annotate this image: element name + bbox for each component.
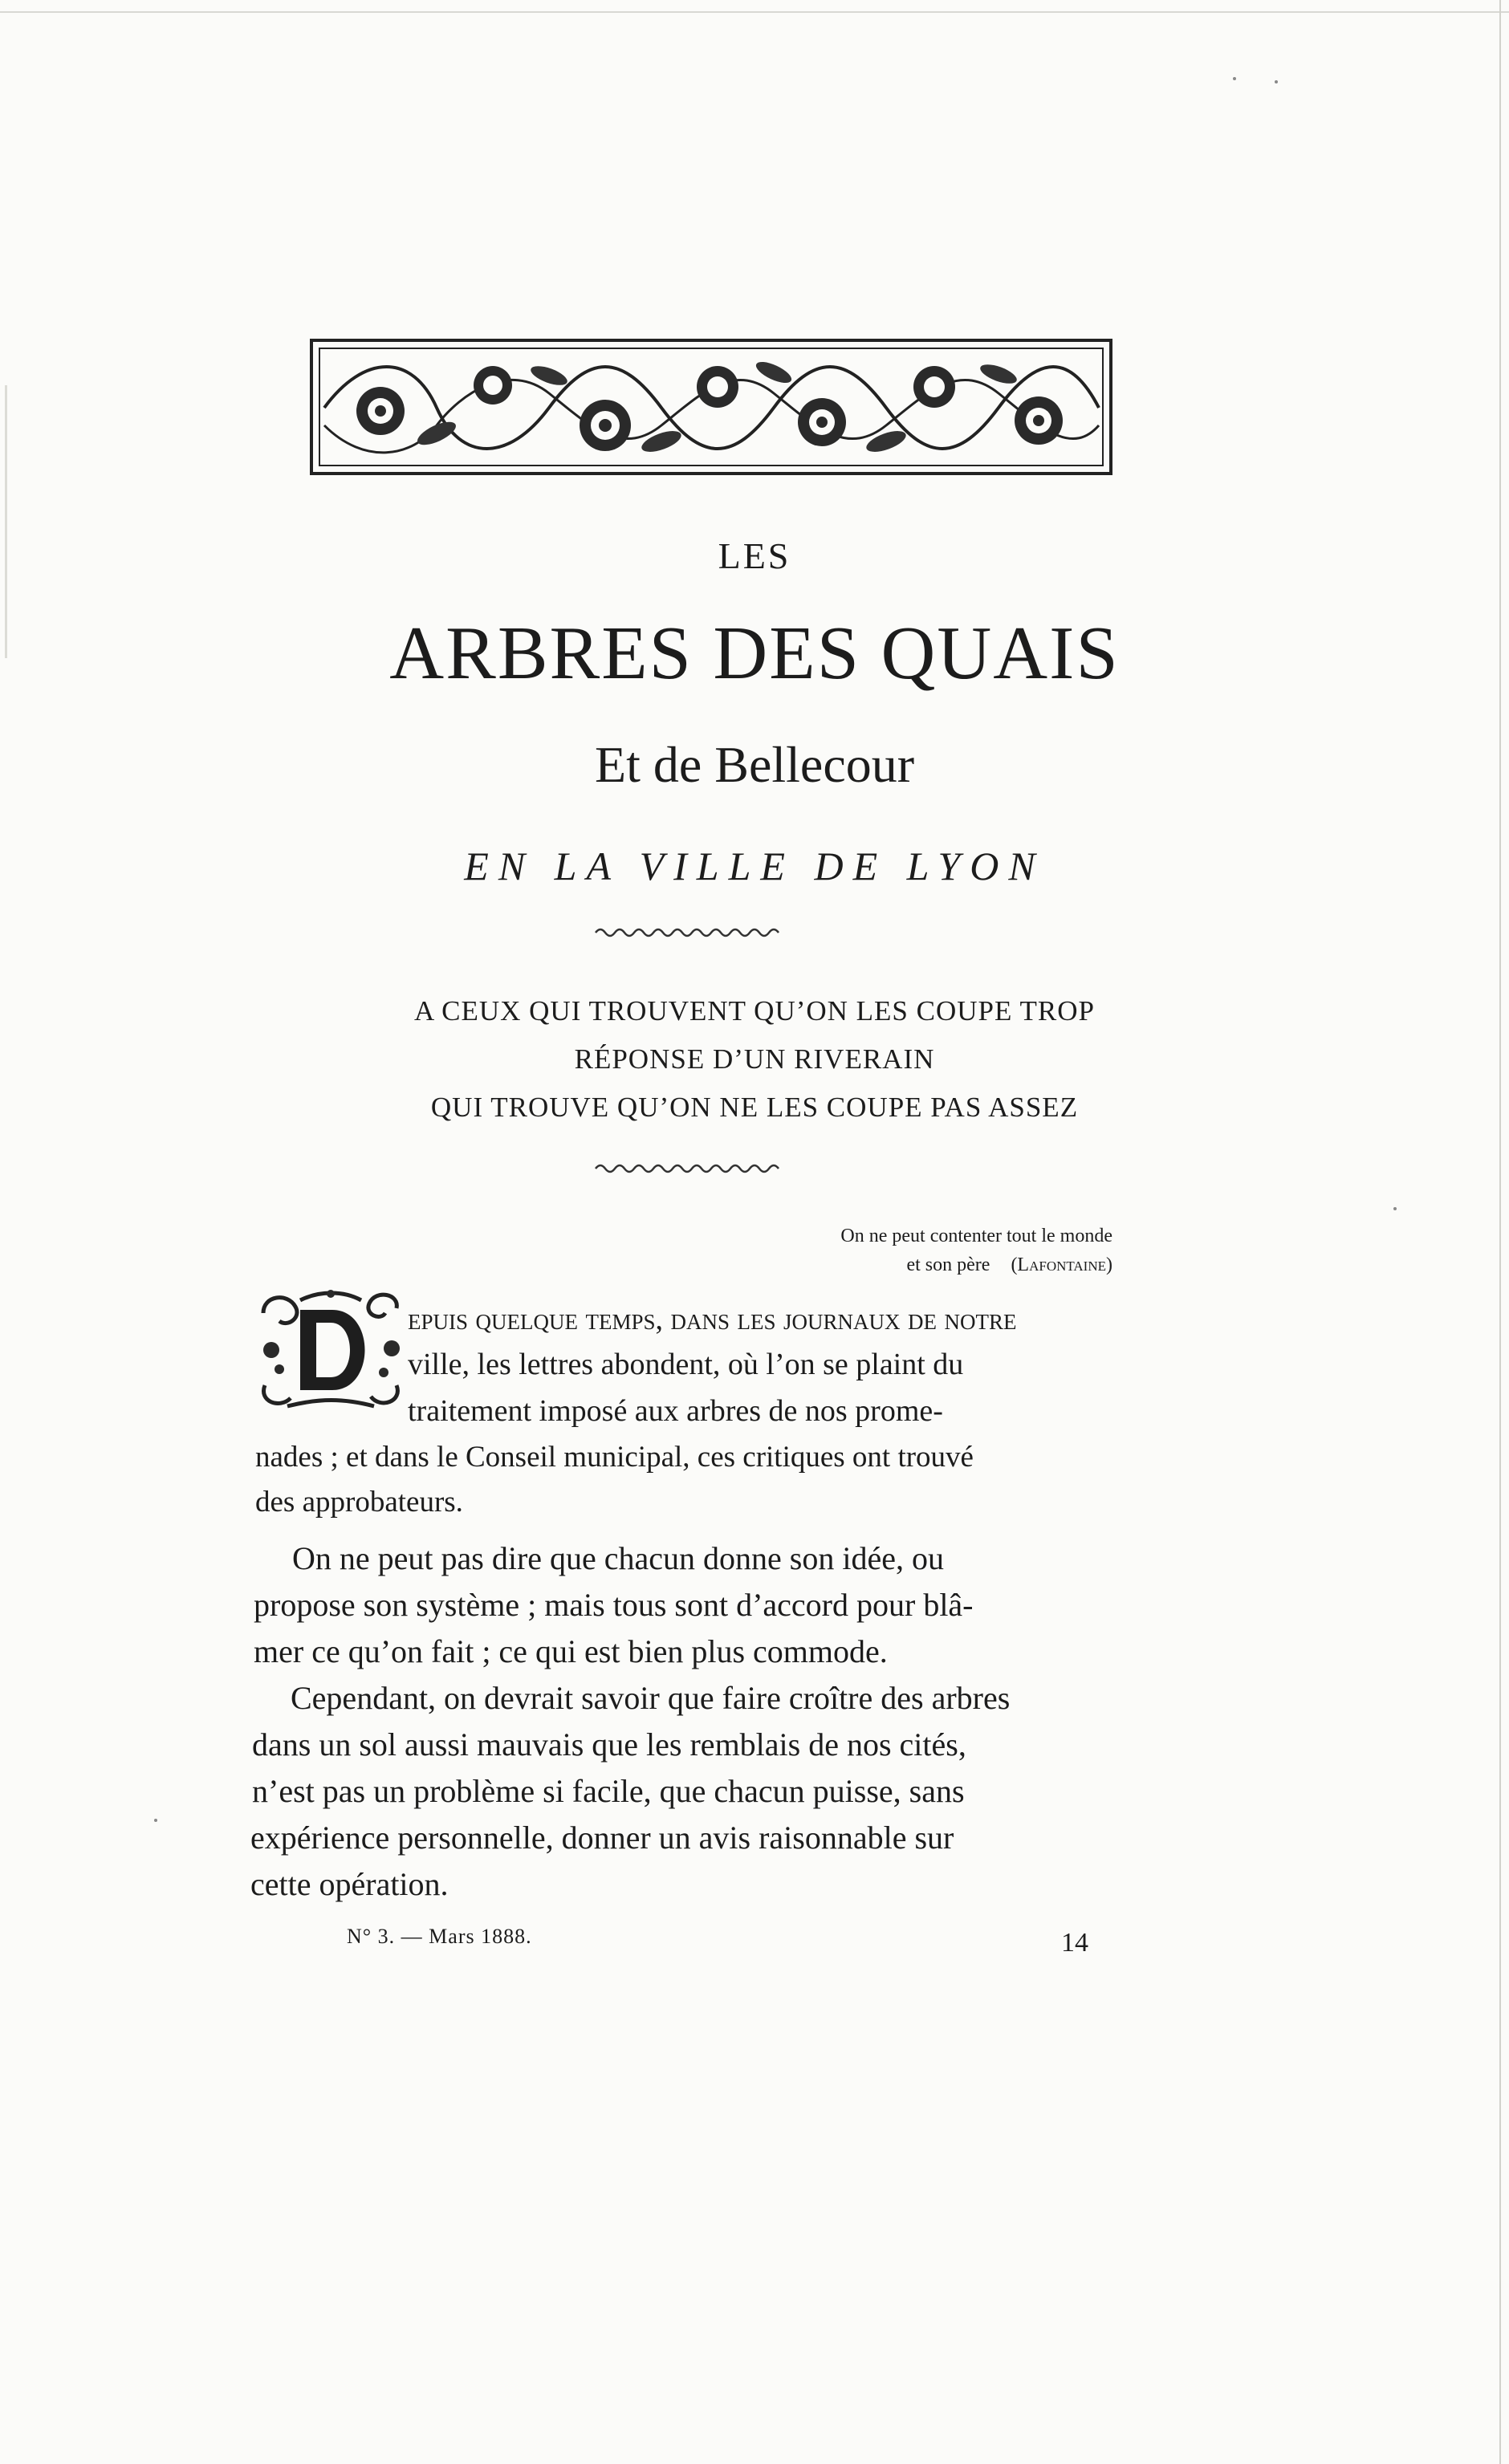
paper-speck [1393,1207,1397,1210]
page-title: ARBRES DES QUAIS [389,612,1120,695]
body-line: expérience personnelle, donner un avis raisonnable sur [250,1820,954,1856]
subtitle: Et de Bellecour [594,736,915,793]
ornate-drop-cap [255,1289,406,1411]
body-line: n’est pas un problème si facile, que chacun puisse, sans [252,1773,965,1809]
body-line: epuis quelque temps, dans les journaux de notre [408,1303,1017,1336]
epigraph-author: (Lafontaine) [1011,1254,1112,1275]
paper-speck [154,1819,157,1822]
title-city: EN LA VILLE DE LYON [464,844,1045,888]
paper-speck [1233,77,1236,80]
epigraph-attribution [775,1250,1112,1279]
body-line: mer ce qu’on fait ; ce qui est bien plus commode. [254,1633,888,1669]
body-line: dans un sol aussi mauvais que les remblais de nos cités, [252,1726,966,1763]
body-line: propose son système ; mais tous sont d’accord pour blâ- [254,1587,974,1623]
title-small: LES [718,535,791,576]
wavy-rule-decoration [594,923,787,942]
page-top-edge [0,0,1509,13]
epigraph-line: et son père [906,1254,990,1275]
issue-number: N° 3. — Mars 1888. [347,1925,532,1948]
page-right-edge [1499,0,1501,2464]
epigraph-line: On ne peut contenter tout le monde [840,1226,1112,1246]
body-line: On ne peut pas dire que chacun donne son idée, ou [292,1540,944,1576]
dedication-line: RÉPONSE D’UN RIVERAIN [574,1043,935,1075]
body-line: cette opération. [250,1866,449,1902]
wavy-rule-decoration [594,1159,787,1178]
dedication-line: A CEUX QUI TROUVENT QU’ON LES COUPE TROP [414,995,1095,1027]
body-line: des approbateurs. [255,1486,463,1519]
body-line: traitement imposé aux arbres de nos prome- [408,1394,943,1428]
paper-speck [1275,80,1278,83]
dedication-line: QUI TROUVE QU’ON NE LES COUPE PAS ASSEZ [430,1092,1079,1123]
body-line: ville, les lettres abondent, où l’on se plaint du [408,1348,964,1381]
body-line: nades ; et dans le Conseil municipal, ces critiques ont trouvé [255,1441,974,1474]
body-line: Cependant, on devrait savoir que faire croître des arbres [291,1680,1011,1716]
page-number: 14 [1061,1928,1088,1958]
ornamental-headpiece [308,337,1114,477]
body-line-with-dropcap [408,1302,1017,1337]
